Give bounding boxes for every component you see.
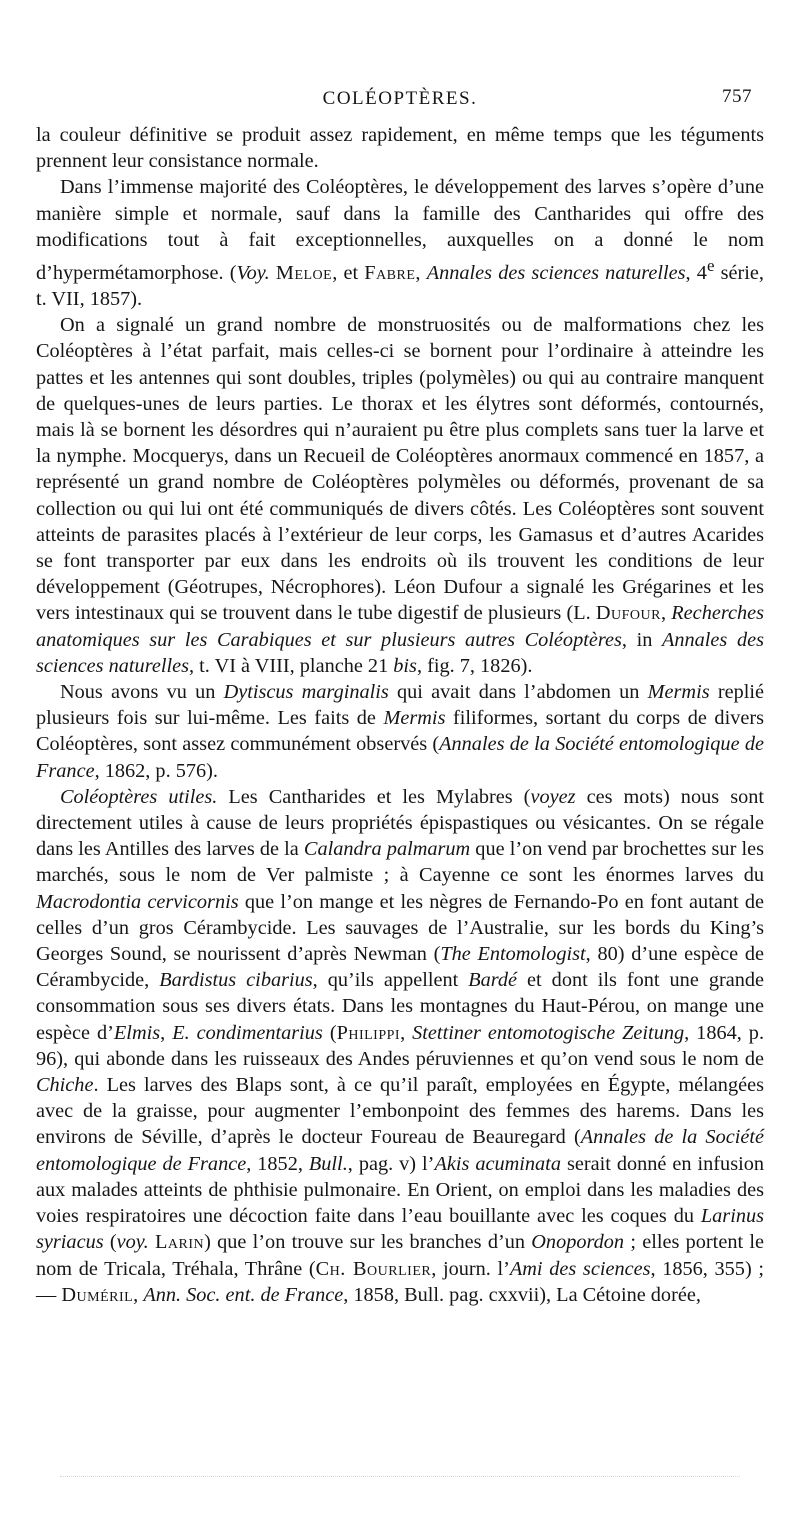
journal-title: Annales des sciences naturelles	[36, 628, 764, 677]
text-run: , 4	[685, 261, 707, 284]
italic-ref: voyez	[530, 785, 576, 808]
journal-title: Annales de la Société entomologique de France	[36, 1126, 764, 1175]
text-run: ; elles portent le nom de Tricala, Tréhala, Thrâne (	[36, 1231, 764, 1280]
italic-word: Bull.	[308, 1152, 348, 1175]
page-number: 757	[722, 86, 752, 107]
text-run: que l’on vend par brochettes sur les marchés, sous le nom de Ver palmiste ; à Cayenne ce sont les énormes larves du	[36, 838, 764, 887]
journal-title: Annales des sciences naturelles	[426, 261, 686, 284]
text-run: , et	[332, 261, 365, 284]
text-run: , fig. 7, 1826).	[416, 654, 533, 677]
text-run: serait donné en infusion aux malades atteints de phthisie pulmonaire. En Orient, on emploi dans les maladies des voies respiratoires une décoction faite dans l’eau bouillante avec les coques du	[36, 1152, 765, 1228]
text-run: ,	[415, 261, 427, 284]
paragraph-5	[36, 784, 764, 1308]
text-run: , qu’ils appellent	[312, 969, 469, 992]
journal-title: Ami des sciences	[509, 1257, 651, 1280]
text-run: replié plusieurs fois sur lui-même. Les faits de	[36, 681, 764, 730]
author-name: Duméril	[61, 1283, 134, 1306]
text-run: ,	[133, 1283, 144, 1306]
text-run: ,	[160, 1021, 173, 1044]
species-name: Larinus syriacus	[36, 1205, 764, 1254]
text-run: , 1856, 355) ; —	[36, 1257, 765, 1306]
text-run: On a signalé un grand nombre de monstruosités ou de malformations chez les Coléoptères à l’état parfait, mais celles-ci se bornent pour l’ordinaire à atteindre les pattes et les antennes qui sont doubles, triples (polymèles) ou qui au contraire manquent de quelques-unes de leurs parties. Le thorax et les élytres sont déformés, contournés, mais là se bornent les désordres qui n’auraient pu être plus complets sans tuer la larve et la nymphe. Mocquerys, dans un Recueil de Coléoptères anormaux commencé en 1857, a représenté un grand nombre de Coléoptères polymèles ou déformés, provenant de sa collection ou qui lui ont été communiqués de divers côtés. Les Coléoptères sont souvent atteints de parasites placés à l’extérieur de leur corps, les Gamasus et d’autres Acarides se font transporter par eux dans les endroits où ils trouvent les conditions de leur développement (Géotrupes, Nécrophores). Léon Dufour a signalé les Grégarines et les vers intestinaux qui se trouvent dans le tube digestif de plusieurs (L.	[36, 314, 764, 625]
paragraph-1	[36, 122, 764, 174]
author-name: Fabre	[364, 261, 416, 284]
author-name: Ch. Bourlier	[315, 1257, 432, 1280]
species-name: Macrodontia cervicornis	[36, 890, 239, 913]
journal-title: Stettiner entomotogische Zeitung	[412, 1021, 685, 1044]
text-run: , 1862, p. 576).	[94, 759, 218, 782]
body-text	[36, 122, 764, 1308]
text-run: série, t. VII, 1857).	[36, 261, 765, 310]
work-title: Recherches anatomiques sur les Carabiques et sur plusieurs autres Coléoptères	[36, 602, 765, 651]
small-caps-name: Meloe	[275, 261, 333, 284]
text-run: , journ. l’	[431, 1257, 510, 1280]
paragraph-text: la couleur définitive se produit assez rapidement, en même temps que les téguments prennent leur consistance normale.	[36, 124, 764, 173]
italic-word: Chiche	[36, 1074, 94, 1097]
italic-word: Bardé	[468, 969, 518, 992]
text-run: Les Cantharides et les Mylabres (	[217, 785, 531, 808]
page-header	[36, 88, 764, 118]
text-run: , 80) d’une espèce de Cérambycide,	[36, 943, 764, 992]
species-name: Elmis	[113, 1021, 161, 1044]
species-name: E. condimentarius	[172, 1021, 323, 1044]
text-run: Nous avons vu un	[60, 681, 224, 704]
text-run: filiformes, sortant du corps de divers Coléoptères, sont assez communément observés (	[36, 707, 764, 756]
text-run: , pag. v) l’	[347, 1152, 435, 1175]
small-caps-name: Larin	[155, 1231, 205, 1254]
journal-title: Ann. Soc. ent. de France	[143, 1283, 344, 1306]
journal-title: Annales de la Société entomologique de France	[36, 733, 764, 782]
italic-ref: voy.	[116, 1231, 149, 1254]
italic-word: bis	[393, 654, 417, 677]
species-name: Onopordon	[531, 1231, 625, 1254]
text-run: que l’on mange et les nègres de Fernando-Po en font autant de celles d’un gros Cérambycide. Les sauvages de l’Australie, sur les bords du King’s Georges Sound, se nourissent d’après Newman (	[36, 890, 764, 966]
text-run: ) que l’on trouve sur les branches d’un	[204, 1231, 532, 1254]
text-run: ces mots) nous sont directement utiles à cause de leurs propriétés épispastiques ou vésicantes. On se régale dans les Antilles des larves de la	[36, 785, 764, 861]
species-name: Dytiscus marginalis	[223, 681, 389, 704]
species-name: Akis acuminata	[434, 1152, 561, 1175]
species-name: Bardistus cibarius	[159, 969, 313, 992]
species-name: Calandra palmarum	[303, 838, 471, 861]
author-name: Dufour	[595, 602, 661, 625]
italic-ref: Voy.	[236, 261, 270, 284]
superscript: e	[706, 256, 715, 276]
scan-artifact-divider	[60, 1476, 740, 1485]
text-run: , in	[621, 628, 662, 651]
text-run: , 1864, p. 96), qui abonde dans les ruisseaux des Andes péruviennes et qu’on vend sous le nom de	[36, 1021, 765, 1070]
text-run: , 1852,	[246, 1152, 309, 1175]
paragraph-4	[36, 679, 764, 784]
text-run: ,	[400, 1021, 413, 1044]
journal-title: The Entomologist	[440, 943, 586, 966]
text-run: , t. VI à VIII, planche 21	[189, 654, 394, 677]
text-run: (	[322, 1021, 337, 1044]
text-run: qui avait dans l’abdomen un	[388, 681, 648, 704]
text-run: ,	[661, 602, 672, 625]
species-name: Mermis	[383, 707, 446, 730]
text-run: et dont ils font une grande consommation sous ses divers états. Dans les montagnes du Haut-Pérou, on mange une espèce d’	[36, 969, 764, 1044]
author-name: Philippi	[336, 1021, 401, 1044]
text-run: Dans l’immense majorité des Coléoptères, le développement des larves s’opère d’une manière simple et normale, sauf dans la famille des Cantharides qui offre des modifications tout à fait exceptionnelles, auxquelles on a donné le nom d’hypermétamorphose. (	[36, 176, 764, 284]
section-heading: Coléoptères utiles.	[60, 785, 218, 808]
running-title: COLÉOPTÈRES.	[322, 88, 478, 109]
paragraph-3	[36, 312, 764, 679]
text-run: . Les larves des Blaps sont, à ce qu’il paraît, employées en Égypte, mélangées avec de la graisse, pour augmenter l’embonpoint des femmes des harems. Dans les environs de Séville, d’après le docteur Foureau de Beauregard (	[36, 1074, 764, 1149]
species-name: Mermis	[647, 681, 710, 704]
paragraph-2	[36, 174, 764, 312]
text-run: , 1858, Bull. pag. cxxvii), La Cétoine dorée,	[343, 1283, 701, 1306]
text-run: (	[103, 1231, 117, 1254]
